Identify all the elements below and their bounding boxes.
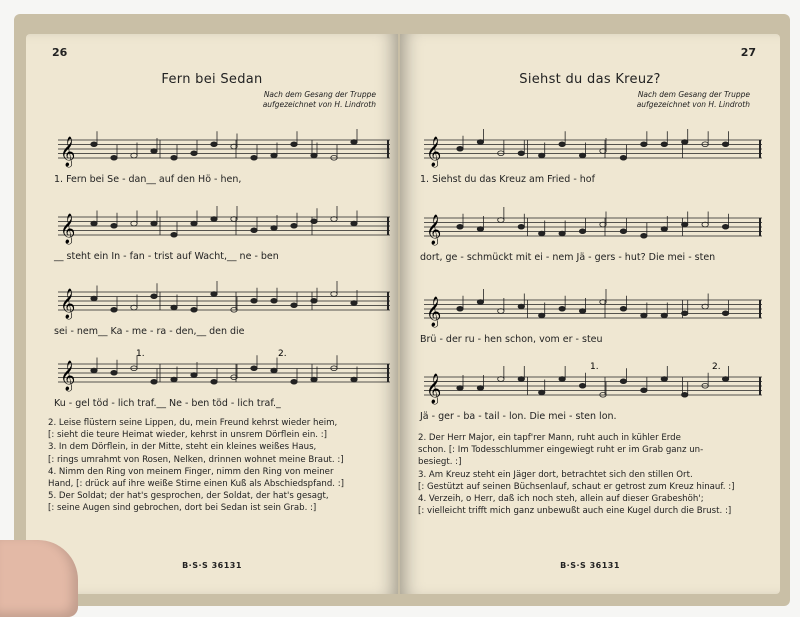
note-head [311, 298, 317, 303]
note-head [579, 229, 585, 234]
note-head [271, 226, 277, 231]
note-head [539, 390, 545, 395]
note-head [171, 305, 177, 310]
note-head [539, 153, 545, 158]
music-system-3 [54, 274, 394, 346]
note-head [722, 311, 728, 316]
note-head [457, 386, 463, 391]
note-head [151, 221, 157, 226]
left-page [26, 34, 398, 594]
note-head [539, 231, 545, 236]
music-system-1 [420, 122, 766, 194]
note-head [682, 311, 688, 316]
note-head [559, 142, 565, 147]
note-head [151, 149, 157, 154]
music-system-2 [54, 199, 394, 271]
staff-notation [54, 346, 394, 396]
page-number: 27 [740, 46, 756, 59]
note-head [579, 383, 585, 388]
note-head [351, 221, 357, 226]
ending-1: 1. [590, 362, 599, 372]
note-head [191, 307, 197, 312]
note-head [477, 227, 483, 232]
song-title: Fern bei Sedan [161, 72, 263, 87]
note-head [620, 379, 626, 384]
note-head [191, 373, 197, 378]
lyric-line: sei - nem__ Ka - me - ra - den,__ den die [54, 326, 245, 337]
page-number: 26 [52, 46, 68, 59]
treble-clef-icon: 𝄞 [426, 297, 442, 327]
note-head [91, 142, 97, 147]
lyric-line: 1. Siehst du das Kreuz am Fried - hof [420, 174, 595, 185]
ending-1: 1. [136, 349, 145, 359]
note-head [311, 377, 317, 382]
treble-clef-icon: 𝄞 [60, 214, 76, 244]
note-head [661, 142, 667, 147]
note-head [641, 313, 647, 318]
note-head [211, 379, 217, 384]
note-head [477, 140, 483, 145]
note-head [251, 366, 257, 371]
note-head [251, 228, 257, 233]
note-head [661, 313, 667, 318]
note-head [457, 306, 463, 311]
publisher-code: B·S·S 36131 [182, 561, 242, 570]
note-head [291, 303, 297, 308]
note-head [251, 155, 257, 160]
note-head [351, 301, 357, 306]
lyric-line: 1. Fern bei Se - dan__ auf den Hö - hen, [54, 174, 242, 185]
note-head [641, 388, 647, 393]
note-head [311, 219, 317, 224]
note-head [641, 142, 647, 147]
songbook [14, 14, 790, 606]
note-head [579, 153, 585, 158]
note-head [271, 298, 277, 303]
note-head [291, 379, 297, 384]
staff-notation [420, 200, 766, 250]
note-head [91, 368, 97, 373]
note-head [211, 217, 217, 222]
note-head [559, 231, 565, 236]
note-head [559, 377, 565, 382]
lyric-line: Brü - der ru - hen schon, vom er - steu [420, 334, 603, 345]
note-head [351, 140, 357, 145]
treble-clef-icon: 𝄞 [426, 215, 442, 245]
lyric-line: Ku - gel töd - lich traf.__ Ne - ben töd - lich traf._ [54, 398, 281, 409]
note-head [271, 153, 277, 158]
note-head [457, 224, 463, 229]
note-head [559, 306, 565, 311]
note-head [251, 298, 257, 303]
music-system-4 [54, 346, 394, 418]
music-system-4 [420, 359, 766, 431]
right-page [400, 34, 780, 594]
note-head [111, 370, 117, 375]
music-system-3 [420, 282, 766, 354]
staff-notation [54, 199, 394, 249]
staff-notation [54, 274, 394, 324]
note-head [91, 296, 97, 301]
note-head [682, 140, 688, 145]
treble-clef-icon: 𝄞 [426, 137, 442, 167]
note-head [311, 153, 317, 158]
credit: Nach dem Gesang der Truppe aufgezeichnet von H. Lindroth [636, 90, 750, 109]
credit: Nach dem Gesang der Truppe aufgezeichnet von H. Lindroth [262, 90, 376, 109]
verse-text: 2. Der Herr Major, ein tapf'rer Mann, ruht auch in kühler Erde schon. [: Im Todesschlummer eingewiegt ruht er im Grab ganz un- besiegt. :] 3. Am Kreuz steht ein Jäger dort, betrachtet sich den stillen Ort. [: Gestützt auf seinen Büchsenlauf, schaut er getrost zum Kreuz hinauf. :] 4. Verzeih, o Herr, daß ich noch steh, allein auf dieser Grabeshöh'; [: vielleicht trifft mich ganz unbewußt auch eine Kugel durch die Brust. :] [418, 433, 735, 517]
note-head [211, 142, 217, 147]
note-head [518, 151, 524, 156]
note-head [351, 377, 357, 382]
note-head [91, 221, 97, 226]
note-head [661, 377, 667, 382]
lyric-line: dort, ge - schmückt mit ei - nem Jä - gers - hut? Die mei - sten [420, 252, 716, 263]
note-head [271, 368, 277, 373]
note-head [171, 377, 177, 382]
note-head [518, 224, 524, 229]
note-head [291, 142, 297, 147]
note-head [191, 151, 197, 156]
note-head [682, 222, 688, 227]
treble-clef-icon: 𝄞 [60, 361, 76, 391]
note-head [722, 377, 728, 382]
staff-notation [420, 282, 766, 332]
music-system-2 [420, 200, 766, 272]
note-head [682, 392, 688, 397]
music-system-1 [54, 122, 394, 194]
note-head [191, 221, 197, 226]
note-head [518, 377, 524, 382]
note-head [620, 155, 626, 160]
note-head [171, 232, 177, 237]
thumb [0, 540, 78, 617]
note-head [111, 223, 117, 228]
note-head [291, 223, 297, 228]
note-head [477, 300, 483, 305]
lyric-line: __ steht ein In - fan - trist auf Wacht,__ ne - ben [54, 251, 279, 262]
note-head [579, 309, 585, 314]
song-title: Siehst du das Kreuz? [519, 72, 661, 87]
note-head [539, 313, 545, 318]
ending-2: 2. [278, 349, 287, 359]
staff-notation [420, 122, 766, 172]
lyric-line: Jä - ger - ba - tail - lon. Die mei - sten lon. [420, 411, 617, 422]
treble-clef-icon: 𝄞 [426, 374, 442, 404]
publisher-code: B·S·S 36131 [560, 561, 620, 570]
note-head [477, 386, 483, 391]
note-head [641, 233, 647, 238]
note-head [111, 155, 117, 160]
note-head [620, 306, 626, 311]
staff-notation [54, 122, 394, 172]
note-head [171, 155, 177, 160]
note-head [620, 229, 626, 234]
note-head [151, 379, 157, 384]
verse-text: 2. Leise flüstern seine Lippen, du, mein Freund kehrst wieder heim, [: sieht die teure Heimat wieder, kehrst in unsrem Dörflein ein. :] 3. In dem Dörflein, in der Mitte, steht ein kleines weißes Haus, [: rings umrahmt von Rosen, Nelken, drinnen wohnet meine Braut. :] 4. Nimm den Ring von meinem Finger, nimm den Ring von meiner Hand, [: drück auf ihre weiße Stirne einen Kuß als Abschiedspfand. :] 5. Der Soldat; der hat's gesprochen, der Soldat, der hat's gesagt, [: seine Augen sind gebrochen, dort bei Sedan ist sein Grab. :] [48, 418, 345, 514]
note-head [211, 292, 217, 297]
note-head [722, 224, 728, 229]
treble-clef-icon: 𝄞 [60, 137, 76, 167]
note-head [661, 227, 667, 232]
note-head [111, 307, 117, 312]
note-head [457, 146, 463, 151]
note-head [722, 142, 728, 147]
treble-clef-icon: 𝄞 [60, 289, 76, 319]
staff-notation [420, 359, 766, 409]
note-head [151, 294, 157, 299]
ending-2: 2. [712, 362, 721, 372]
note-head [518, 304, 524, 309]
